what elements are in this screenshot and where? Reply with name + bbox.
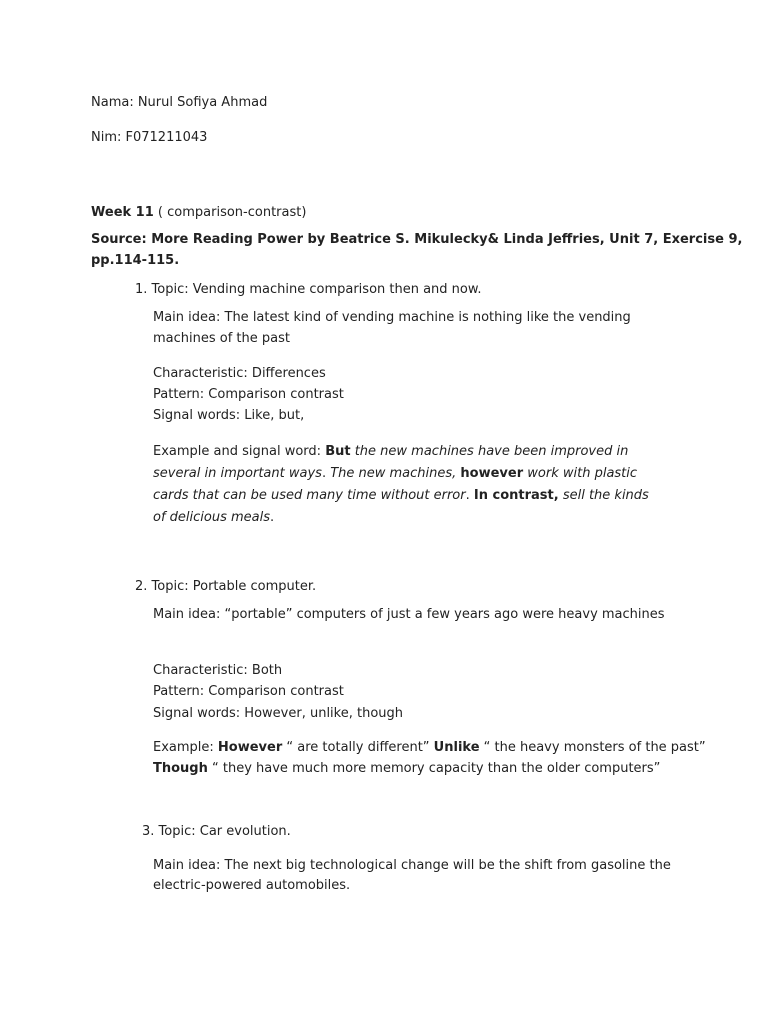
item-2-example-line-2 [153, 758, 660, 780]
item-1-topic: 1. Topic: Vending machine comparison then and now. [135, 282, 482, 297]
example-punct: . [465, 488, 474, 503]
example-quote: “ are totally different” [282, 740, 434, 755]
student-name: Nama: Nurul Sofiya Ahmad [91, 95, 268, 110]
week-label: Week 11 [91, 205, 154, 220]
example-quote: the new machines have been improved in [350, 444, 629, 459]
example-quote: of delicious meals [153, 510, 271, 525]
item-2-example-line-1 [153, 737, 706, 759]
item-1-main-idea-line-2: machines of the past [153, 331, 290, 346]
example-punct: . [321, 466, 331, 481]
example-label: Example and signal word: [153, 444, 326, 459]
source-line-2: pp.114-115. [91, 253, 180, 268]
example-quote: “ the heavy monsters of the past” [479, 740, 706, 755]
item-1-pattern: Pattern: Comparison contrast [153, 387, 344, 402]
item-2-pattern: Pattern: Comparison contrast [153, 684, 344, 699]
signal-word-unlike: Unlike [433, 740, 480, 755]
example-quote: The new machines, [330, 466, 461, 481]
signal-word-but: But [325, 444, 351, 459]
item-3-main-idea-line-1: Main idea: The next big technological change will be the shift from gasoline the [153, 858, 671, 873]
item-1-signal-words: Signal words: Like, but, [153, 408, 305, 423]
item-2-main-idea: Main idea: “portable” computers of just a few years ago were heavy machines [153, 607, 665, 622]
week-heading [91, 202, 306, 224]
example-quote: cards that can be used many time without error [153, 488, 466, 503]
example-quote: sell the kinds [558, 488, 649, 503]
item-1-example-line-3 [153, 485, 649, 507]
item-2-topic: 2. Topic: Portable computer. [135, 579, 317, 594]
signal-word-though: Though [153, 761, 208, 776]
item-2-characteristic: Characteristic: Both [153, 663, 283, 678]
item-3-topic: 3. Topic: Car evolution. [142, 824, 291, 839]
item-1-example-line-4 [153, 507, 274, 529]
signal-word-however: however [460, 466, 524, 481]
example-quote: work with plastic [523, 466, 638, 481]
item-1-example-line-2 [153, 463, 637, 485]
item-3-main-idea-line-2: electric-powered automobiles. [153, 878, 351, 893]
example-punct: . [270, 510, 275, 525]
signal-word-in-contrast: In contrast, [473, 488, 559, 503]
item-1-example-line-1 [153, 441, 628, 463]
example-label: Example: [153, 740, 218, 755]
signal-word-however: However [217, 740, 283, 755]
example-quote: several in important ways [153, 466, 322, 481]
item-2-signal-words: Signal words: However, unlike, though [153, 706, 404, 721]
item-1-characteristic: Characteristic: Differences [153, 366, 326, 381]
week-topic: ( comparison-contrast) [157, 205, 307, 220]
source-line-1: Source: More Reading Power by Beatrice S. Mikulecky& Linda Jeffries, Unit 7, Exercise 9, [91, 232, 743, 247]
item-1-main-idea-line-1: Main idea: The latest kind of vending machine is nothing like the vending [153, 310, 631, 325]
student-nim: Nim: F071211043 [91, 130, 208, 145]
example-quote: “ they have much more memory capacity than the older computers” [207, 761, 661, 776]
